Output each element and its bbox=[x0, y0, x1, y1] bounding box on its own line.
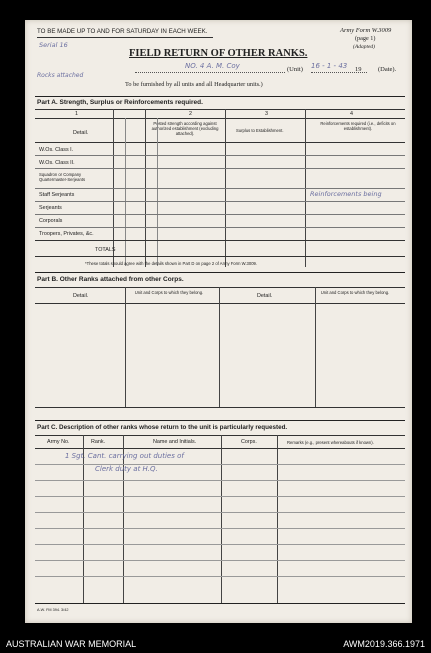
archive-credit: AUSTRALIAN WAR MEMORIAL bbox=[6, 639, 137, 649]
part-c-heading: Part C. Description of other ranks whose return to the unit is particularly requested. bbox=[37, 424, 288, 431]
year-prefix: 19 bbox=[355, 66, 362, 73]
form-number: Army Form W.3009 bbox=[340, 27, 392, 34]
date-label: (Date). bbox=[378, 66, 397, 73]
totals-label: TOTALS bbox=[95, 247, 116, 253]
part-b-col-unit: Unit and Corps to which they belong. bbox=[134, 290, 204, 295]
furnish-note: To be furnished by all units and all Headquarter units.) bbox=[125, 81, 263, 88]
row-sjt: Serjeants bbox=[39, 205, 62, 211]
handwritten-date: 16 - 1 - 43 bbox=[311, 62, 348, 70]
handwritten-unit: NO. 4 A. M. Coy bbox=[185, 62, 240, 70]
part-c-col-rank: Rank. bbox=[91, 439, 106, 445]
part-c-col-corps: Corps. bbox=[241, 439, 257, 445]
part-c-col-army-no: Army No. bbox=[47, 439, 70, 445]
col-num-3: 3 bbox=[265, 111, 268, 117]
part-a-note: *These totals should agree with the details shown in Part D on page 2 of Army Form W.3009. bbox=[85, 261, 258, 266]
archive-footer bbox=[0, 635, 431, 653]
col-reinf: Reinforcements required (i.e., deficits on establishment). bbox=[320, 121, 396, 131]
part-b-col-detail: Detail. bbox=[73, 293, 89, 299]
form-sheet bbox=[25, 20, 412, 623]
part-b-heading: Part B. Other Ranks attached from other Corps. bbox=[37, 276, 184, 283]
part-b-col-unit-2: Unit and Corps to which they belong. bbox=[320, 290, 390, 295]
col-num-4: 4 bbox=[350, 111, 353, 117]
footer-code: A.W. FM 394. 3/42 bbox=[37, 608, 69, 612]
col-detail: Detail. bbox=[73, 130, 89, 136]
row-wo2: W.Os. Class II. bbox=[39, 160, 75, 166]
handwritten-part-c-2: Clerk duty at H.Q. bbox=[95, 465, 158, 473]
row-wo1: W.Os. Class I. bbox=[39, 147, 74, 153]
unit-label: (Unit) bbox=[287, 66, 303, 73]
handwritten-part-c-1: 1 Sgt. Cant. carrying out duties of bbox=[65, 452, 184, 460]
part-b-col-detail-2: Detail. bbox=[257, 293, 273, 299]
row-cpl: Corporals bbox=[39, 218, 63, 224]
part-a-heading: Part A. Strength, Surplus or Reinforcements required. bbox=[37, 99, 203, 106]
handwritten-serial: Serial 16 bbox=[39, 41, 68, 49]
col-posted: Posted strength according against authorized establishment (excluding attached). bbox=[151, 121, 219, 136]
top-note: TO BE MADE UP TO AND FOR SATURDAY IN EACH WEEK. bbox=[37, 28, 208, 35]
col-surplus: Surplus to Establishment. bbox=[236, 128, 284, 133]
row-pte: Troopers, Privates, &c. bbox=[39, 231, 94, 237]
form-title: FIELD RETURN OF OTHER RANKS. bbox=[129, 48, 308, 59]
row-cqms: Squadron or Company Quartermaster-Serjeants bbox=[39, 172, 86, 182]
part-c-col-name: Name and Initials. bbox=[153, 439, 197, 445]
page-number: (page 1) bbox=[355, 35, 376, 42]
archive-id: AWM2019.366.1971 bbox=[343, 639, 425, 649]
row-staff-sjt: Staff Serjeants bbox=[39, 192, 75, 198]
part-c-col-remarks: Remarks (e.g., present whereabouts if known). bbox=[287, 440, 374, 445]
adapted-note: (Adapted) bbox=[353, 44, 375, 50]
col-num-1: 1 bbox=[75, 111, 78, 117]
handwritten-note: Rocks attached bbox=[37, 72, 84, 79]
handwritten-reinforcements: Reinforcements being bbox=[310, 190, 382, 198]
col-num-2: 2 bbox=[189, 111, 192, 117]
